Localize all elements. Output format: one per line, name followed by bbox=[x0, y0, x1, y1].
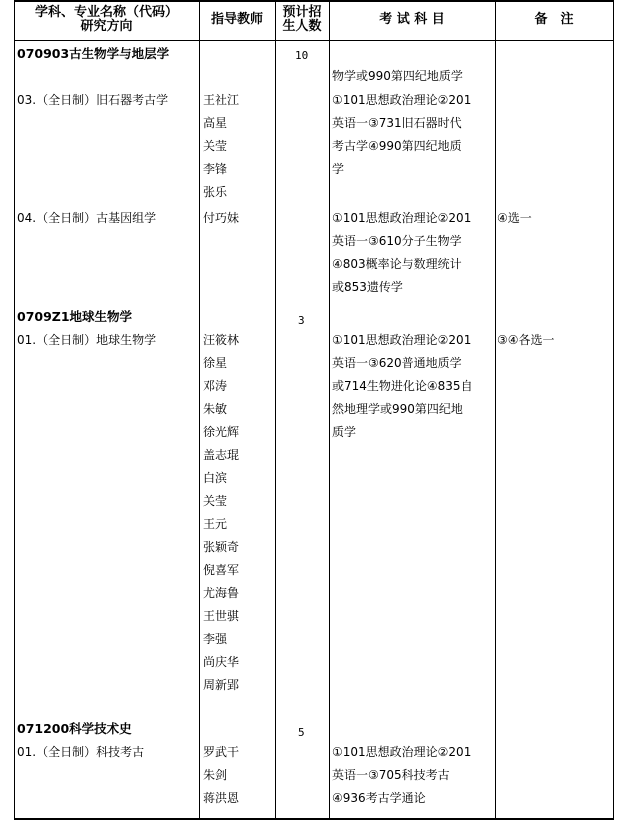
advisor-name: 盖志琨 bbox=[203, 448, 240, 462]
advisor-name: 周新郢 bbox=[203, 678, 240, 692]
advisors-paleogenomics bbox=[203, 207, 239, 230]
column-border-3 bbox=[329, 0, 330, 819]
header-notes-label: 备 注 bbox=[534, 12, 574, 27]
advisor-name: 汪筱林 bbox=[203, 333, 240, 347]
advisors-paleolithic-archaeology bbox=[203, 89, 239, 204]
advisor-name: 罗武干 bbox=[203, 745, 240, 759]
advisors-geobiology bbox=[203, 329, 239, 697]
header-advisor bbox=[199, 0, 275, 40]
advisors-scientific-archaeology bbox=[203, 741, 239, 810]
exam-geobiology bbox=[332, 329, 473, 444]
advisor-name: 关莹 bbox=[203, 494, 228, 508]
direction-paleogenomics: 04.（全日制）古基因组学 bbox=[17, 211, 157, 225]
header-advisor-label: 指导教师 bbox=[210, 12, 263, 27]
advisor-name: 朱剑 bbox=[203, 768, 228, 782]
section-title-paleontology: 070903古生物学与地层学 bbox=[17, 46, 170, 61]
header-subject-line1: 学科、专业名称（代码） bbox=[34, 5, 178, 20]
exam-paleogenomics bbox=[332, 207, 471, 299]
exam-scientific-archaeology bbox=[332, 741, 471, 810]
section-title-geobiology: 0709Z1地球生物学 bbox=[17, 309, 133, 324]
exam-line: ①101思想政治理论②201 bbox=[332, 333, 472, 347]
section-title-history-of-science: 071200科学技术史 bbox=[17, 721, 132, 736]
note-paleogenomics: ④选一 bbox=[497, 211, 532, 225]
exam-line: 英语一③610分子生物学 bbox=[332, 234, 462, 248]
exam-line: 质学 bbox=[332, 425, 357, 439]
exam-line: 考古学④990第四纪地质 bbox=[332, 139, 462, 153]
section-count-history-of-science: 5 bbox=[298, 726, 305, 739]
advisor-name: 李强 bbox=[203, 632, 228, 646]
advisor-name: 徐光辉 bbox=[203, 425, 240, 439]
exam-line: ④936考古学通论 bbox=[332, 791, 426, 805]
exam-line: 学 bbox=[332, 162, 345, 176]
column-border-4 bbox=[495, 0, 496, 819]
exam-line: 英语一③620普通地质学 bbox=[332, 356, 462, 370]
header-bottom-border bbox=[14, 40, 614, 41]
exam-line: ④803概率论与数理统计 bbox=[332, 257, 462, 271]
section-count-paleontology: 10 bbox=[295, 49, 309, 62]
advisor-name: 李锋 bbox=[203, 162, 228, 176]
exam-line: 英语一③705科技考古 bbox=[332, 768, 450, 782]
direction-paleolithic-archaeology: 03.（全日制）旧石器考古学 bbox=[17, 93, 169, 107]
exam-continuation-line: 物学或990第四纪地质学 bbox=[332, 69, 463, 83]
advisor-name: 张乐 bbox=[203, 185, 228, 199]
direction-scientific-archaeology: 01.（全日制）科技考古 bbox=[17, 745, 145, 759]
exam-line: 或714生物进化论④835自 bbox=[332, 379, 473, 393]
header-subject-line2: 研究方向 bbox=[80, 19, 133, 34]
header-notes bbox=[495, 0, 613, 40]
exam-line: 英语一③731旧石器时代 bbox=[332, 116, 462, 130]
header-enrollment-line1: 预计招 bbox=[282, 5, 322, 20]
exam-line: 然地理学或990第四纪地 bbox=[332, 402, 463, 416]
note-geobiology: ③④各选一 bbox=[497, 333, 555, 347]
column-border-2 bbox=[275, 0, 276, 819]
advisor-name: 倪喜军 bbox=[203, 563, 240, 577]
advisor-name: 徐星 bbox=[203, 356, 228, 370]
table-bottom-border bbox=[14, 818, 614, 820]
advisor-name: 王社江 bbox=[203, 93, 240, 107]
advisor-name: 蒋洪恩 bbox=[203, 791, 240, 805]
advisor-name: 白滨 bbox=[203, 471, 228, 485]
advisor-name: 关莹 bbox=[203, 139, 228, 153]
advisor-name: 高星 bbox=[203, 116, 228, 130]
header-exam-subjects bbox=[329, 0, 495, 40]
column-border-left bbox=[14, 0, 15, 819]
header-exam-label: 考 试 科 目 bbox=[379, 12, 445, 27]
advisor-name: 尚庆华 bbox=[203, 655, 240, 669]
advisor-name: 王世骐 bbox=[203, 609, 240, 623]
advisor-name: 朱敏 bbox=[203, 402, 228, 416]
advisor-name: 尤海鲁 bbox=[203, 586, 240, 600]
advisor-name: 王元 bbox=[203, 517, 228, 531]
header-enrollment bbox=[275, 0, 329, 40]
column-border-right bbox=[613, 0, 614, 819]
column-border-1 bbox=[199, 0, 200, 819]
exam-line: 或853遗传学 bbox=[332, 280, 403, 294]
advisor-name: 付巧妹 bbox=[203, 211, 240, 225]
header-subject-direction bbox=[14, 0, 199, 40]
exam-line: ①101思想政治理论②201 bbox=[332, 745, 472, 759]
section-count-geobiology: 3 bbox=[298, 314, 305, 327]
advisor-name: 张颖奇 bbox=[203, 540, 240, 554]
exam-paleolithic-archaeology bbox=[332, 89, 471, 181]
direction-geobiology: 01.（全日制）地球生物学 bbox=[17, 333, 157, 347]
header-enrollment-line2: 生人数 bbox=[282, 19, 322, 34]
advisor-name: 邓涛 bbox=[203, 379, 228, 393]
exam-line: ①101思想政治理论②201 bbox=[332, 211, 472, 225]
exam-line: ①101思想政治理论②201 bbox=[332, 93, 472, 107]
